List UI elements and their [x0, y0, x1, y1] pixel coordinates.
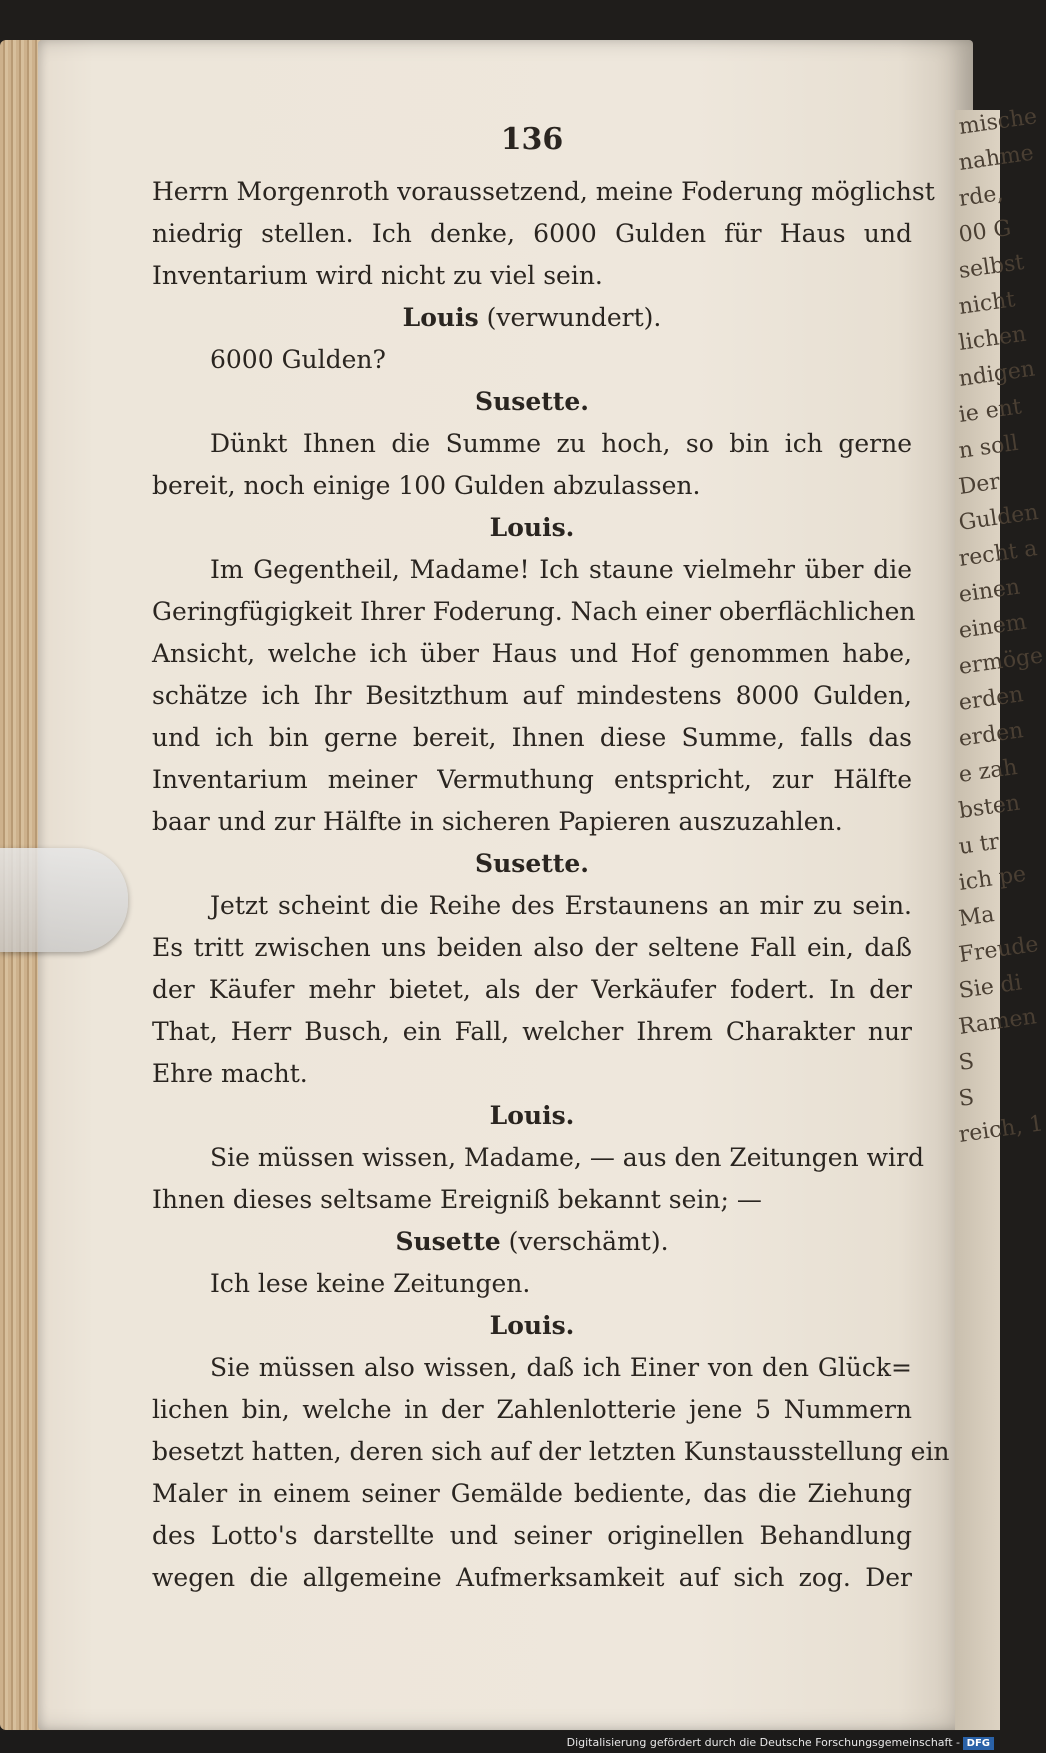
next-page-fragment: recht a	[957, 536, 1039, 572]
next-page-edge	[955, 104, 1045, 1730]
speaker-line	[152, 1095, 912, 1137]
speaker-name: Louis.	[489, 1311, 575, 1340]
text-line: lichen bin, welche in der Zahlenlotterie jene 5 Nummern	[152, 1395, 912, 1424]
next-page-fragment: ndigen	[957, 356, 1037, 392]
text-lines	[152, 171, 950, 1599]
text-line: Sie müssen also wissen, daß ich Einer von den Glück=	[210, 1353, 912, 1382]
next-page-fragment: nahme	[957, 140, 1036, 176]
footer-bar	[0, 1731, 1000, 1753]
text-line: wegen die allgemeine Aufmerksamkeit auf sich zog. Der	[152, 1563, 912, 1592]
text-line: Im Gegentheil, Madame! Ich staune vielmehr über die	[210, 555, 912, 584]
text-line: niedrig stellen. Ich denke, 6000 Gulden für Haus und	[152, 219, 912, 248]
speaker-line	[152, 843, 912, 885]
text-line: 6000 Gulden?	[210, 345, 386, 374]
text-line: Maler in einem seiner Gemälde bediente, das die Ziehung	[152, 1479, 912, 1508]
next-page-fragment: Ramen	[957, 1004, 1039, 1040]
next-page-fragment: Sie di	[957, 970, 1024, 1004]
text-line: Ehre macht.	[152, 1059, 308, 1088]
speaker-name: Louis	[402, 303, 479, 332]
next-page-fragment: S	[957, 1085, 976, 1112]
speaker-name: Louis.	[489, 513, 575, 542]
speaker-name: Louis.	[489, 1101, 575, 1130]
next-page-fragment: Ma	[957, 902, 996, 932]
next-page-fragment: einen	[957, 574, 1022, 608]
next-page-fragment: Der	[957, 469, 1002, 500]
next-page-fragment: ie ent	[957, 394, 1024, 428]
next-page-fragment: mische	[957, 104, 1039, 140]
next-page-fragment: ich pe	[957, 861, 1028, 896]
next-page-fragment: lichen	[957, 321, 1028, 356]
stage-direction: (verwundert).	[478, 303, 662, 332]
page-number: 136	[500, 122, 564, 157]
next-page-fragment: ermöge	[957, 643, 1045, 680]
speaker-line	[152, 381, 912, 423]
next-page-fragment: erden	[957, 682, 1025, 716]
speaker-name: Susette.	[475, 849, 589, 878]
text-line: That, Herr Busch, ein Fall, welcher Ihrem Charakter nur	[152, 1017, 912, 1046]
next-page-fragment: 00 G	[957, 215, 1013, 248]
next-page-fragment: u tr	[957, 829, 1001, 860]
text-line: Sie müssen wissen, Madame, — aus den Zeitungen wird	[210, 1143, 925, 1172]
speaker-line	[152, 297, 912, 339]
text-line: und ich bin gerne bereit, Ihnen diese Summe, falls das	[152, 723, 912, 752]
speaker-line	[152, 1305, 912, 1347]
text-line: bereit, noch einige 100 Gulden abzulassen.	[152, 471, 701, 500]
text-line: baar und zur Hälfte in sicheren Papieren auszuzahlen.	[152, 807, 843, 836]
text-line: Herrn Morgenroth voraussetzend, meine Foderung möglichst	[152, 177, 935, 206]
page-text	[152, 122, 950, 1599]
page-clip	[0, 848, 128, 952]
next-page-fragment: selbst	[957, 250, 1026, 284]
text-line: des Lotto's darstellte und seiner originellen Behandlung	[152, 1521, 912, 1550]
text-line: der Käufer mehr bietet, als der Verkäufer fodert. In der	[152, 975, 912, 1004]
next-page-fragment: Freude	[957, 931, 1040, 968]
text-line: Ich lese keine Zeitungen.	[210, 1269, 531, 1298]
next-page-fragment: e zah	[957, 754, 1019, 788]
text-line: Inventarium meiner Vermuthung entspricht, zur Hälfte	[152, 765, 912, 794]
text-line: schätze ich Ihr Besitzthum auf mindestens 8000 Gulden,	[152, 681, 912, 710]
text-line: Dünkt Ihnen die Summe zu hoch, so bin ich gerne	[210, 429, 912, 458]
speaker-name: Susette	[395, 1227, 501, 1256]
text-line: besetzt hatten, deren sich auf der letzten Kunstausstellung ein	[152, 1437, 950, 1466]
text-line: Ihnen dieses seltsame Ereigniß bekannt sein; —	[152, 1185, 762, 1214]
stage-direction: (verschämt).	[500, 1227, 669, 1256]
speaker-line	[152, 1221, 912, 1263]
text-line: Es tritt zwischen uns beiden also der seltene Fall ein, daß	[152, 933, 912, 962]
dfg-logo: DFG	[963, 1737, 994, 1750]
next-page-fragment: n soll	[957, 430, 1020, 464]
speaker-name: Susette.	[475, 387, 589, 416]
next-page-fragment: bsten	[957, 790, 1022, 824]
text-line: Ansicht, welche ich über Haus und Hof genommen habe,	[152, 639, 912, 668]
next-page-fragment: nicht	[957, 287, 1017, 320]
footer-credit: Digitalisierung gefördert durch die Deutsche Forschungsgemeinschaft -	[566, 1736, 960, 1749]
next-page-fragment: Gulden	[957, 499, 1040, 536]
speaker-line	[152, 507, 912, 549]
text-line: Geringfügigkeit Ihrer Foderung. Nach einer oberflächlichen	[152, 597, 916, 626]
next-page-fragment: erden	[957, 718, 1025, 752]
text-line: Jetzt scheint die Reihe des Erstaunens an mir zu sein.	[210, 891, 912, 920]
next-page-fragment: reich, 1	[957, 1111, 1045, 1148]
next-page-fragment: rde,	[957, 180, 1005, 212]
next-page-fragment: S	[957, 1049, 976, 1076]
next-page-fragment: einem	[957, 609, 1029, 644]
text-line: Inventarium wird nicht zu viel sein.	[152, 261, 603, 290]
